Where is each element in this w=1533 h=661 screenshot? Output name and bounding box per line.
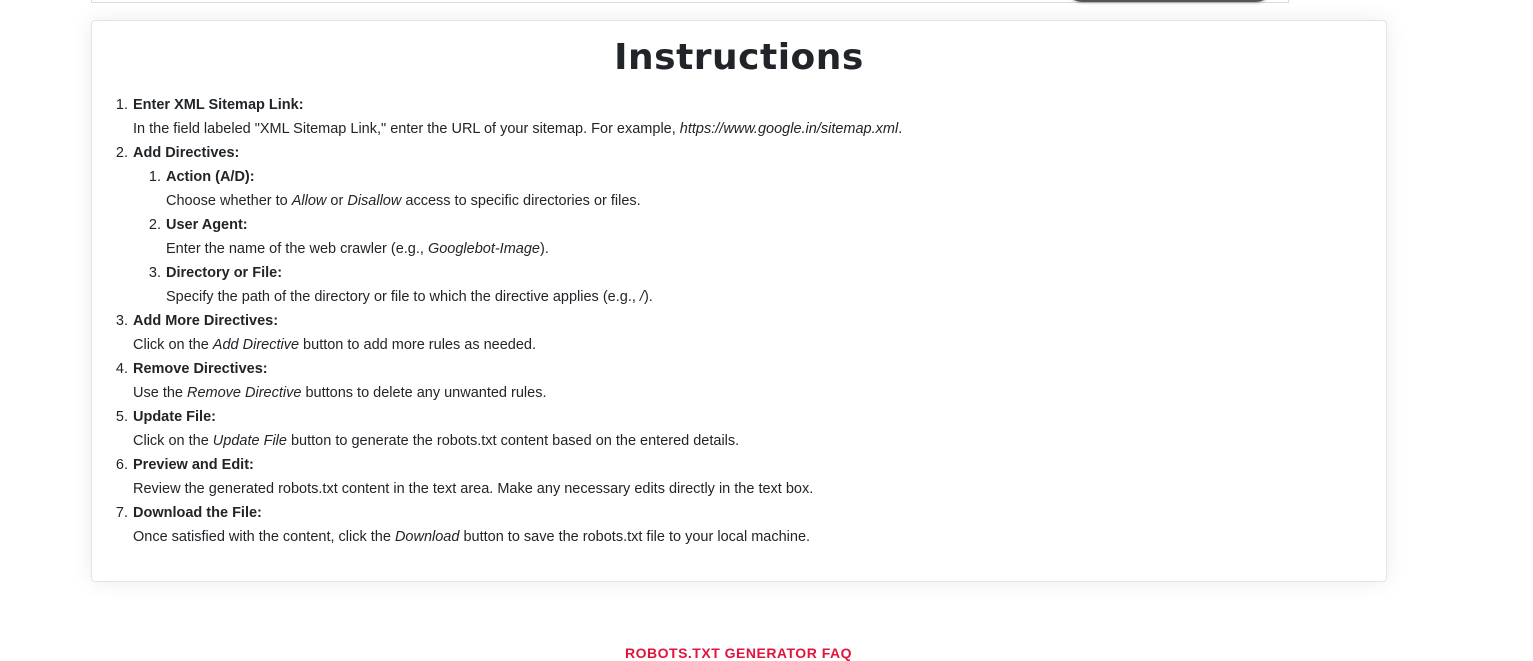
emphasis-text: / bbox=[639, 289, 644, 305]
step-text: Once satisfied with the content, click the bbox=[133, 529, 395, 545]
substep-heading: User Agent: bbox=[166, 217, 248, 233]
step-text: Specify the path of the directory or file to which the directive applies (e.g., bbox=[166, 289, 640, 305]
step-text: button to save the robots.txt file to your local machine. bbox=[459, 529, 811, 545]
step-text: button to generate the robots.txt content based on the entered details. bbox=[286, 433, 740, 449]
step-description bbox=[133, 525, 902, 549]
substep-description bbox=[166, 237, 902, 261]
instructions-card bbox=[91, 20, 1387, 582]
step-heading: Preview and Edit: bbox=[133, 457, 254, 473]
substeps-list bbox=[133, 165, 902, 309]
step-text: In the field labeled "XML Sitemap Link," enter the URL of your sitemap. For example, bbox=[133, 121, 680, 137]
step-text: ). bbox=[539, 241, 549, 257]
emphasis-text: Update File bbox=[212, 433, 287, 449]
step-description bbox=[133, 117, 902, 141]
substep-item bbox=[165, 213, 902, 261]
step-item bbox=[132, 309, 902, 357]
substep-item bbox=[165, 165, 902, 213]
step-text: Review the generated robots.txt content in the text area. Make any necessary edits directly in the text box. bbox=[133, 481, 814, 497]
step-description bbox=[133, 381, 902, 405]
step-text: Enter the name of the web crawler (e.g., bbox=[166, 241, 428, 257]
example-url: https://www.google.in/sitemap.xml bbox=[679, 121, 899, 137]
substep-heading: Action (A/D): bbox=[166, 169, 255, 185]
emphasis-text: Download bbox=[394, 529, 460, 545]
substep-description bbox=[166, 285, 902, 309]
step-heading: Add Directives: bbox=[133, 145, 240, 161]
substep-item bbox=[165, 261, 902, 309]
substep-heading: Directory or File: bbox=[166, 265, 283, 281]
step-text: Click on the bbox=[133, 337, 213, 353]
step-description bbox=[133, 333, 902, 357]
step-text: Use the bbox=[133, 385, 187, 401]
step-heading: Enter XML Sitemap Link: bbox=[133, 97, 304, 113]
emphasis-text: Remove Directive bbox=[187, 385, 302, 401]
step-item bbox=[132, 453, 902, 501]
step-item bbox=[132, 357, 902, 405]
step-text: access to specific directories or files. bbox=[401, 193, 641, 209]
step-text: buttons to delete any unwanted rules. bbox=[301, 385, 547, 401]
instructions-title: Instructions bbox=[614, 37, 864, 78]
step-heading: Download the File: bbox=[133, 505, 262, 521]
step-item bbox=[132, 405, 902, 453]
emphasis-text: Disallow bbox=[347, 193, 402, 209]
previous-section-button[interactable] bbox=[1066, 0, 1272, 2]
step-heading: Remove Directives: bbox=[133, 361, 268, 377]
step-description bbox=[133, 429, 902, 453]
substep-description bbox=[166, 189, 902, 213]
faq-section-heading: ROBOTS.TXT GENERATOR FAQ bbox=[625, 645, 852, 661]
step-item bbox=[132, 141, 902, 309]
step-text: or bbox=[326, 193, 348, 209]
step-item bbox=[132, 93, 902, 141]
step-text: Choose whether to bbox=[166, 193, 292, 209]
step-text: Click on the bbox=[133, 433, 213, 449]
step-description bbox=[133, 477, 902, 501]
instructions-steps-list bbox=[114, 93, 902, 549]
step-item bbox=[132, 501, 902, 549]
step-text: button to add more rules as needed. bbox=[299, 337, 537, 353]
step-text: . bbox=[898, 121, 903, 137]
step-heading: Update File: bbox=[133, 409, 216, 425]
emphasis-text: Allow bbox=[291, 193, 327, 209]
step-text: ). bbox=[643, 289, 653, 305]
emphasis-text: Add Directive bbox=[212, 337, 300, 353]
emphasis-text: Googlebot-Image bbox=[427, 241, 540, 257]
step-heading: Add More Directives: bbox=[133, 313, 279, 329]
